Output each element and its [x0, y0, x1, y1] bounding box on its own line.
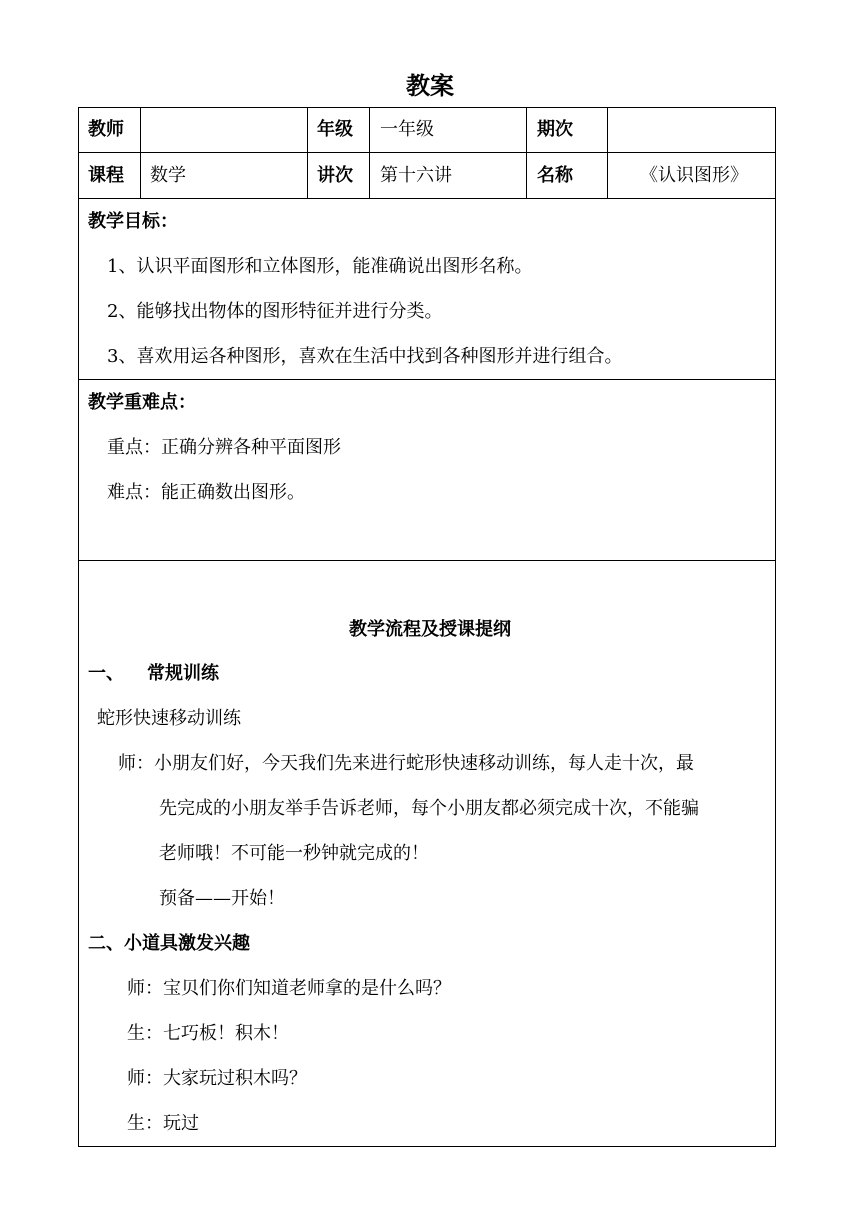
- section1-title: 常规训练: [147, 663, 219, 684]
- name-value: 《认识图形》: [640, 165, 748, 186]
- keypoints-heading: 教学重难点：: [88, 392, 196, 413]
- dialogue-line: 生：七巧板！积木！: [127, 1023, 289, 1044]
- objective-item: 2、能够找出物体的图形特征并进行分类。: [107, 301, 443, 322]
- column-divider: [526, 107, 527, 198]
- objectives-heading: 教学目标：: [88, 211, 178, 232]
- lecture-label: 讲次: [317, 165, 353, 186]
- paragraph-line: 老师哦！不可能一秒钟就完成的！: [159, 843, 429, 864]
- section2-title: 二、小道具激发兴趣: [88, 933, 250, 954]
- section1-number: 一、: [88, 663, 124, 684]
- objective-item: 3、喜欢用运各种图形，喜欢在生活中找到各种图形并进行组合。: [107, 346, 623, 367]
- objective-item: 1、认识平面图形和立体图形，能准确说出图形名称。: [107, 256, 533, 277]
- dialogue-line: 师：宝贝们你们知道老师拿的是什么吗？: [127, 978, 451, 999]
- teacher-label: 教师: [88, 119, 124, 140]
- grade-value: 一年级: [380, 119, 434, 140]
- paragraph-line: 先完成的小朋友举手告诉老师，每个小朋友都必须完成十次，不能骗: [159, 798, 699, 819]
- keypoint-item: 难点：能正确数出图形。: [107, 482, 305, 503]
- document-title: 教案: [406, 72, 454, 100]
- name-label: 名称: [537, 165, 573, 186]
- dialogue-line: 师：大家玩过积木吗？: [127, 1068, 307, 1089]
- column-divider: [369, 107, 370, 198]
- column-divider: [307, 107, 308, 198]
- course-value: 数学: [150, 165, 186, 186]
- row-divider: [78, 152, 776, 153]
- row-divider: [78, 379, 776, 380]
- row-divider: [78, 560, 776, 561]
- keypoint-item: 重点：正确分辨各种平面图形: [107, 437, 341, 458]
- grade-label: 年级: [317, 119, 353, 140]
- column-divider: [140, 107, 141, 198]
- row-divider: [78, 198, 776, 199]
- column-divider: [607, 107, 608, 198]
- paragraph-line: 预备——开始！: [159, 888, 285, 909]
- paragraph-line: 师：小朋友们好，今天我们先来进行蛇形快速移动训练，每人走十次，最: [118, 753, 694, 774]
- course-label: 课程: [88, 165, 124, 186]
- lecture-value: 第十六讲: [380, 165, 452, 186]
- period-label: 期次: [537, 119, 573, 140]
- dialogue-line: 生：玩过: [127, 1113, 199, 1134]
- section1-subtitle: 蛇形快速移动训练: [97, 708, 241, 729]
- process-heading: 教学流程及授课提纲: [349, 619, 511, 640]
